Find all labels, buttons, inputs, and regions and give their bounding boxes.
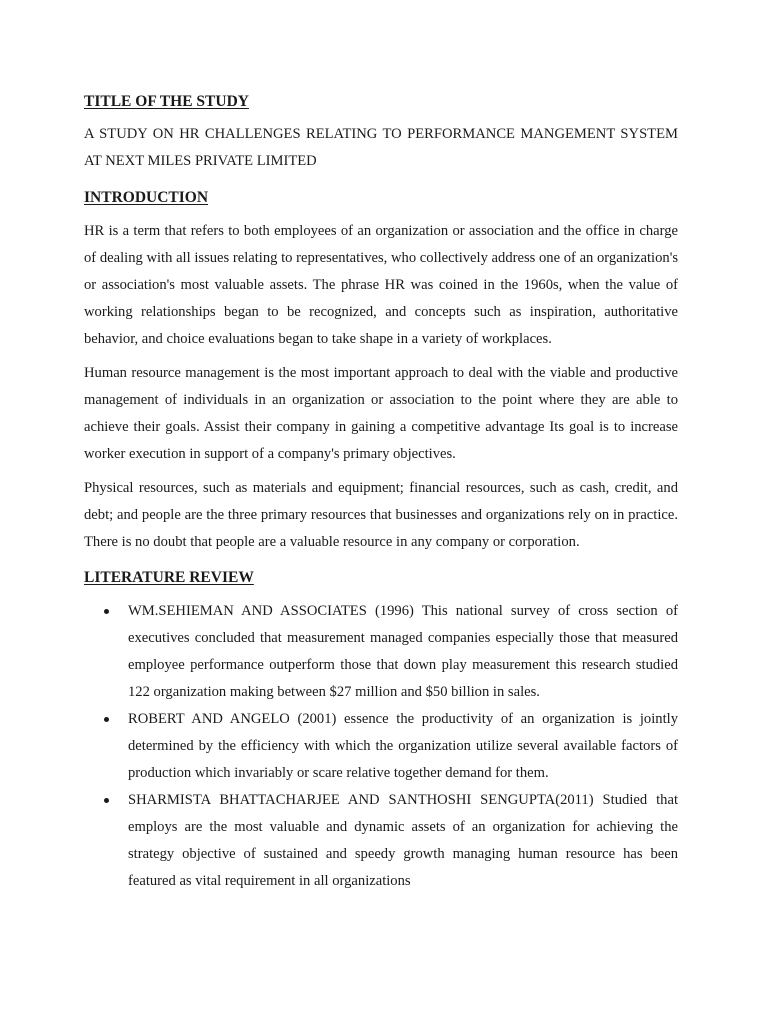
literature-review-heading: LITERATURE REVIEW bbox=[84, 569, 254, 586]
literature-item-text: ROBERT AND ANGELO (2001) essence the productivity of an organization is jointly determined by the efficiency with which the organization utilize several available factors of production which invariably or scare relative together demand for them. bbox=[128, 711, 678, 781]
literature-review-list bbox=[84, 598, 678, 895]
study-title-text: A STUDY ON HR CHALLENGES RELATING TO PERFORMANCE MANGEMENT SYSTEM AT NEXT MILES PRIVATE LIMITED bbox=[84, 126, 678, 169]
intro-paragraph-3: Physical resources, such as materials and equipment; financial resources, such as cash, credit, and debt; and people are the three primary resources that businesses and organizations rely on in practice. There is no doubt that people are a valuable resource in any company or corporation. bbox=[84, 480, 678, 550]
bullet-icon bbox=[104, 717, 109, 722]
intro-paragraph-2: Human resource management is the most important approach to deal with the viable and productive management of individuals in an organization or association to the point where they are able to achieve their goals. Assist their company in gaining a competitive advantage Its goal is to increase worker execution in support of a company's primary objectives. bbox=[84, 365, 678, 462]
intro-paragraph-1: HR is a term that refers to both employees of an organization or association and the office in charge of dealing with all issues relating to representatives, who collectively address one of an organization's or association's most valuable assets. The phrase HR was coined in the 1960s, when the value of working relationships began to be recognized, and concepts such as inspiration, authoritative behavior, and choice evaluations began to take shape in a variety of workplaces. bbox=[84, 223, 678, 347]
list-item bbox=[84, 598, 678, 706]
literature-item-text: SHARMISTA BHATTACHARJEE AND SANTHOSHI SENGUPTA(2011) Studied that employs are the most valuable and dynamic assets of an organization for achieving the strategy objective of sustained and speedy growth managing human resource has been featured as vital requirement in all organizations bbox=[128, 792, 678, 889]
bullet-icon bbox=[104, 798, 109, 803]
list-item bbox=[84, 787, 678, 895]
introduction-heading: INTRODUCTION bbox=[84, 189, 209, 206]
literature-item-text: WM.SEHIEMAN AND ASSOCIATES (1996) This national survey of cross section of executives concluded that measurement managed companies especially those that measured employee performance outperform those that down play measurement this research studied 122 organization making between $27 million and $50 billion in sales. bbox=[128, 603, 678, 700]
list-item bbox=[84, 706, 678, 787]
title-heading: TITLE OF THE STUDY bbox=[84, 93, 249, 110]
bullet-icon bbox=[104, 609, 109, 614]
